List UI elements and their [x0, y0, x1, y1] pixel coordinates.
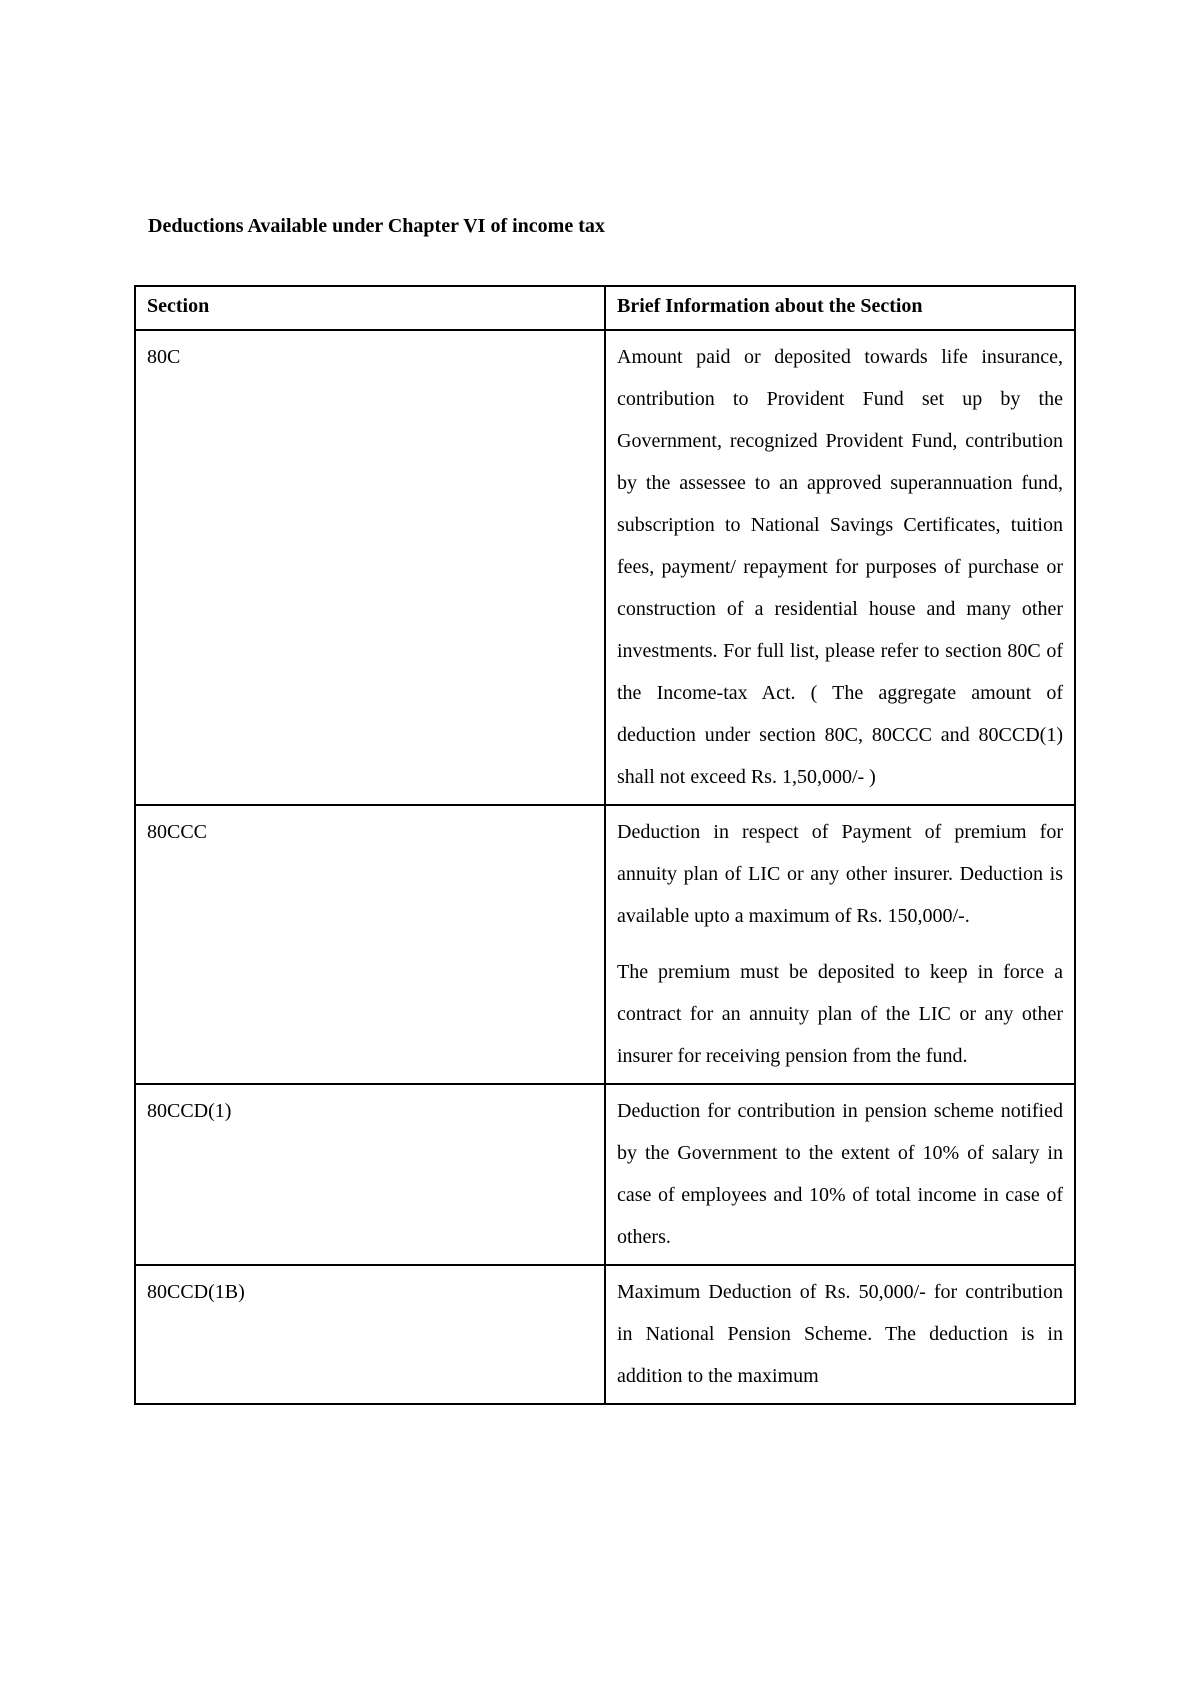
section-cell: 80CCD(1B): [135, 1265, 605, 1404]
page-title: Deductions Available under Chapter VI of income tax: [148, 215, 605, 237]
information-cell: [605, 1084, 1075, 1265]
section-cell: 80C: [135, 330, 605, 805]
information-cell: [605, 330, 1075, 805]
column-header-information: Brief Information about the Section: [605, 286, 1075, 330]
information-paragraph: The premium must be deposited to keep in force a contract for an annuity plan of the LIC or any other insurer for receiving pension from the fund.: [617, 961, 1063, 1067]
column-header-section: Section: [135, 286, 605, 330]
table-header-row: [135, 286, 1075, 330]
information-cell: [605, 1265, 1075, 1404]
table-row: [135, 330, 1075, 805]
section-cell: 80CCC: [135, 805, 605, 1084]
information-paragraph: Deduction in respect of Payment of premium for annuity plan of LIC or any other insurer. Deduction is available upto a maximum of Rs. 150,000/-.: [617, 821, 1063, 927]
information-paragraph: Deduction for contribution in pension scheme notified by the Government to the extent of 10% of salary in case of employees and 10% of total income in case of others.: [617, 1100, 1063, 1248]
table-row: [135, 1084, 1075, 1265]
table-row: [135, 1265, 1075, 1404]
table-row: [135, 805, 1075, 1084]
section-cell: 80CCD(1): [135, 1084, 605, 1265]
deductions-table: [134, 285, 1076, 1405]
information-cell: [605, 805, 1075, 1084]
information-paragraph: Maximum Deduction of Rs. 50,000/- for contribution in National Pension Scheme. The deduction is in addition to the maximum: [617, 1281, 1063, 1387]
information-paragraph: Amount paid or deposited towards life insurance, contribution to Provident Fund set up by the Government, recognized Provident Fund, contribution by the assessee to an approved superannuation fund, subscription to National Savings Certificates, tuition fees, payment/ repayment for purposes of purchase or construction of a residential house and many other investments. For full list, please refer to section 80C of the Income-tax Act. ( The aggregate amount of deduction under section 80C, 80CCC and 80CCD(1) shall not exceed Rs. 1,50,000/- ): [617, 346, 1063, 788]
